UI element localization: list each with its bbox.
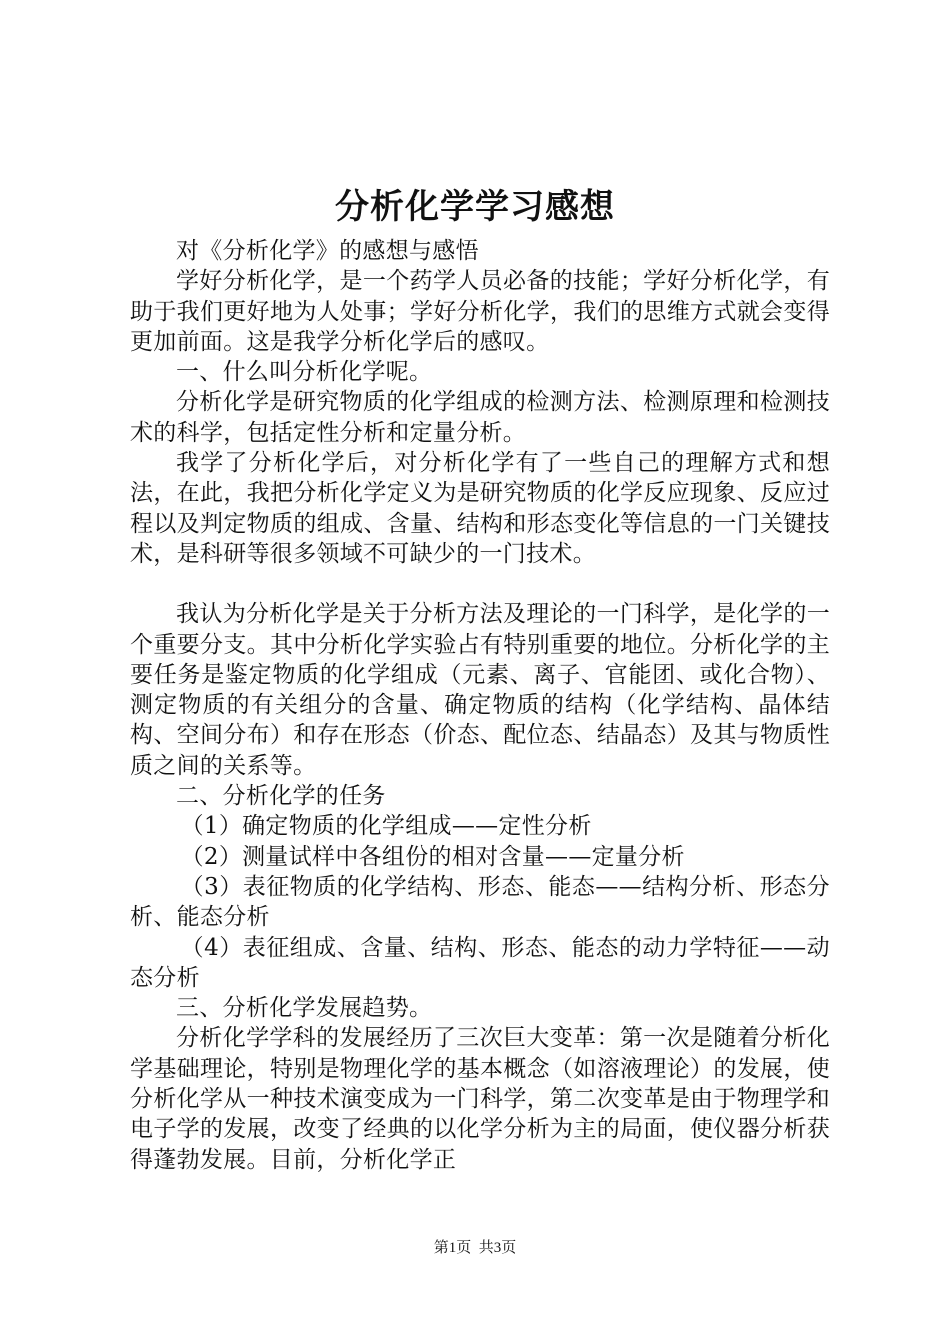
task-item-1: （1）确定物质的化学组成——定性分析 (180, 813, 592, 840)
document-title: 分析化学学习感想 (335, 187, 615, 227)
paragraph-understanding: 我学了分析化学后，对分析化学有了一些自己的理解方式和想法，在此，我把分析化学定义为是研究物质的化学反应现象、反应过程以及判定物质的组成、含量、结构和形态变化等信息的一门关键技术，是科研等很多领域不可缺少的一门技术。 (130, 450, 830, 567)
page-total: 共3页 (478, 1240, 517, 1256)
task-item-4: （4）表征组成、含量、结构、形态、能态的动力学特征——动态分析 (130, 934, 830, 991)
page-number: 第1页 (433, 1240, 472, 1256)
document-body (130, 236, 830, 1175)
paragraph-intro: 学好分析化学，是一个药学人员必备的技能；学好分析化学，有助于我们更好地为人处事；学好分析化学，我们的思维方式就会变得更加前面。这是我学分析化学后的感叹。 (130, 268, 830, 355)
page-footer (0, 1238, 950, 1258)
section-heading-3: 三、分析化学发展趋势。 (176, 995, 433, 1022)
paragraph-subtitle: 对《分析化学》的感想与感悟 (176, 238, 479, 264)
paragraph-spacer (130, 569, 830, 599)
paragraph-opinion: 我认为分析化学是关于分析方法及理论的一门科学，是化学的一个重要分支。其中分析化学实验占有特别重要的地位。分析化学的主要任务是鉴定物质的化学组成（元素、离子、官能团、或化合物）、测定物质的有关组分的含量、确定物质的结构（化学结构、晶体结构、空间分布）和存在形态（价态、配位态、结晶态）及其与物质性质之间的关系等。 (130, 601, 830, 779)
task-item-2: （2）测量试样中各组份的相对含量——定量分析 (180, 843, 685, 870)
paragraph-development: 分析化学学科的发展经历了三次巨大变革：第一次是随着分析化学基础理论，特别是物理化学的基本概念（如溶液理论）的发展，使分析化学从一种技术演变成为一门科学，第二次变革是由于物理学和电子学的发展，改变了经典的以化学分析为主的局面，使仪器分析获得蓬勃发展。目前，分析化学正 (130, 1025, 830, 1173)
task-item-3: （3）表征物质的化学结构、形态、能态——结构分析、形态分析、能态分析 (130, 873, 830, 931)
section-heading-1: 一、什么叫分析化学呢。 (176, 359, 433, 386)
paragraph-definition: 分析化学是研究物质的化学组成的检测方法、检测原理和检测技术的科学，包括定性分析和定量分析。 (130, 389, 830, 446)
section-heading-2: 二、分析化学的任务 (176, 783, 386, 810)
footer-separator (471, 1240, 479, 1256)
